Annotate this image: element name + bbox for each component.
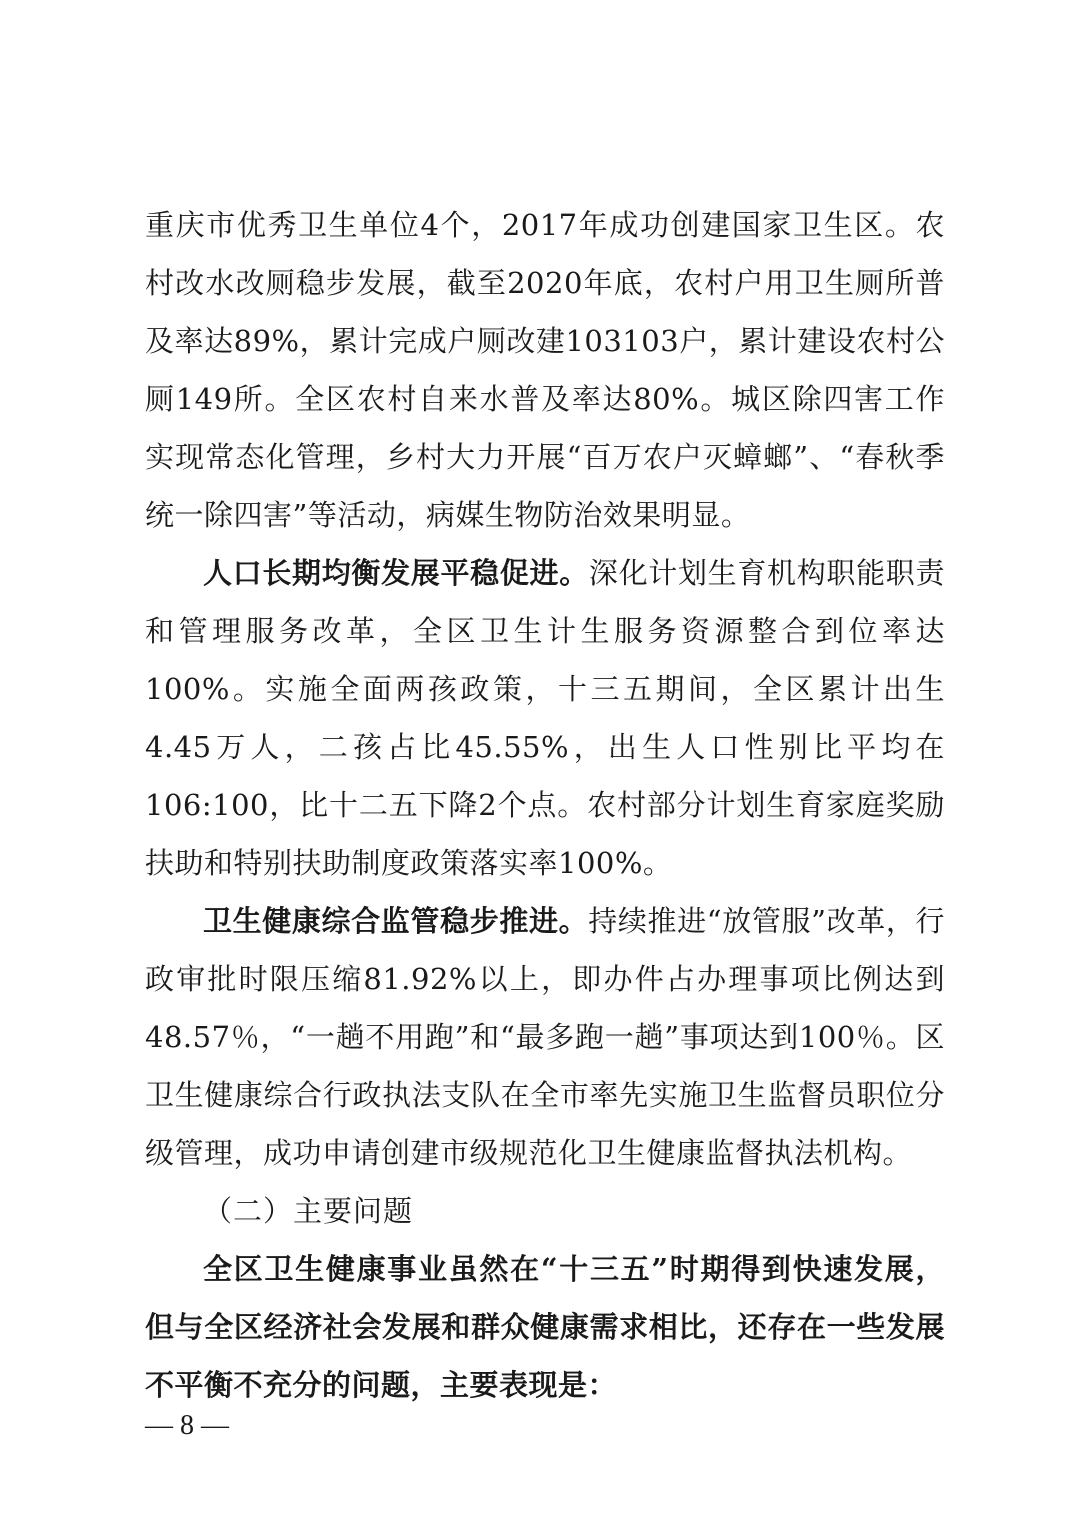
paragraph-sanitation: [145, 196, 945, 544]
document-page: [145, 196, 945, 1414]
paragraph-text: 重庆市优秀卫生单位4个，2017年成功创建国家卫生区。农村改水改厕稳步发展，截至2020年底，农村户用卫生厕所普及率达89%，累计完成户厕改建103103户，累计建设农村公厕149所。全区农村自来水普及率达80%。城区除四害工作实现常态化管理，乡村大力开展“百万农户灭蟑螂”、“春秋季统一除四害”等活动，病媒生物防治效果明显。: [145, 208, 945, 532]
paragraph-population: [145, 544, 945, 892]
page-number: — 8 —: [145, 1410, 229, 1441]
paragraph-lead: 卫生健康综合监管稳步推进。: [203, 904, 589, 938]
paragraph-text: 深化计划生育机构职能职责和管理服务改革，全区卫生计生服务资源整合到位率达100%。实施全面两孩政策，十三五期间，全区累计出生4.45万人，二孩占比45.55%，出生人口性别比平均在106:100，比十二五下降2个点。农村部分计划生育家庭奖励扶助和特别扶助制度政策落实率100%。: [145, 556, 945, 880]
paragraph-supervision: [145, 892, 945, 1182]
paragraph-text: 持续推进“放管服”改革，行政审批时限压缩81.92%以上，即办件占办理事项比例达到48.57％，“一趟不用跑”和“最多跑一趟”事项达到100％。区卫生健康综合行政执法支队在全市率先实施卫生监督员职位分级管理，成功申请创建市级规范化卫生健康监督执法机构。: [145, 904, 945, 1170]
paragraph-lead: 人口长期均衡发展平稳促进。: [203, 556, 589, 590]
paragraph-problems-intro: 全区卫生健康事业虽然在“十三五”时期得到快速发展，但与全区经济社会发展和群众健康需求相比，还存在一些发展不平衡不充分的问题，主要表现是：: [145, 1252, 945, 1402]
section-heading: （二）主要问题: [203, 1194, 414, 1228]
